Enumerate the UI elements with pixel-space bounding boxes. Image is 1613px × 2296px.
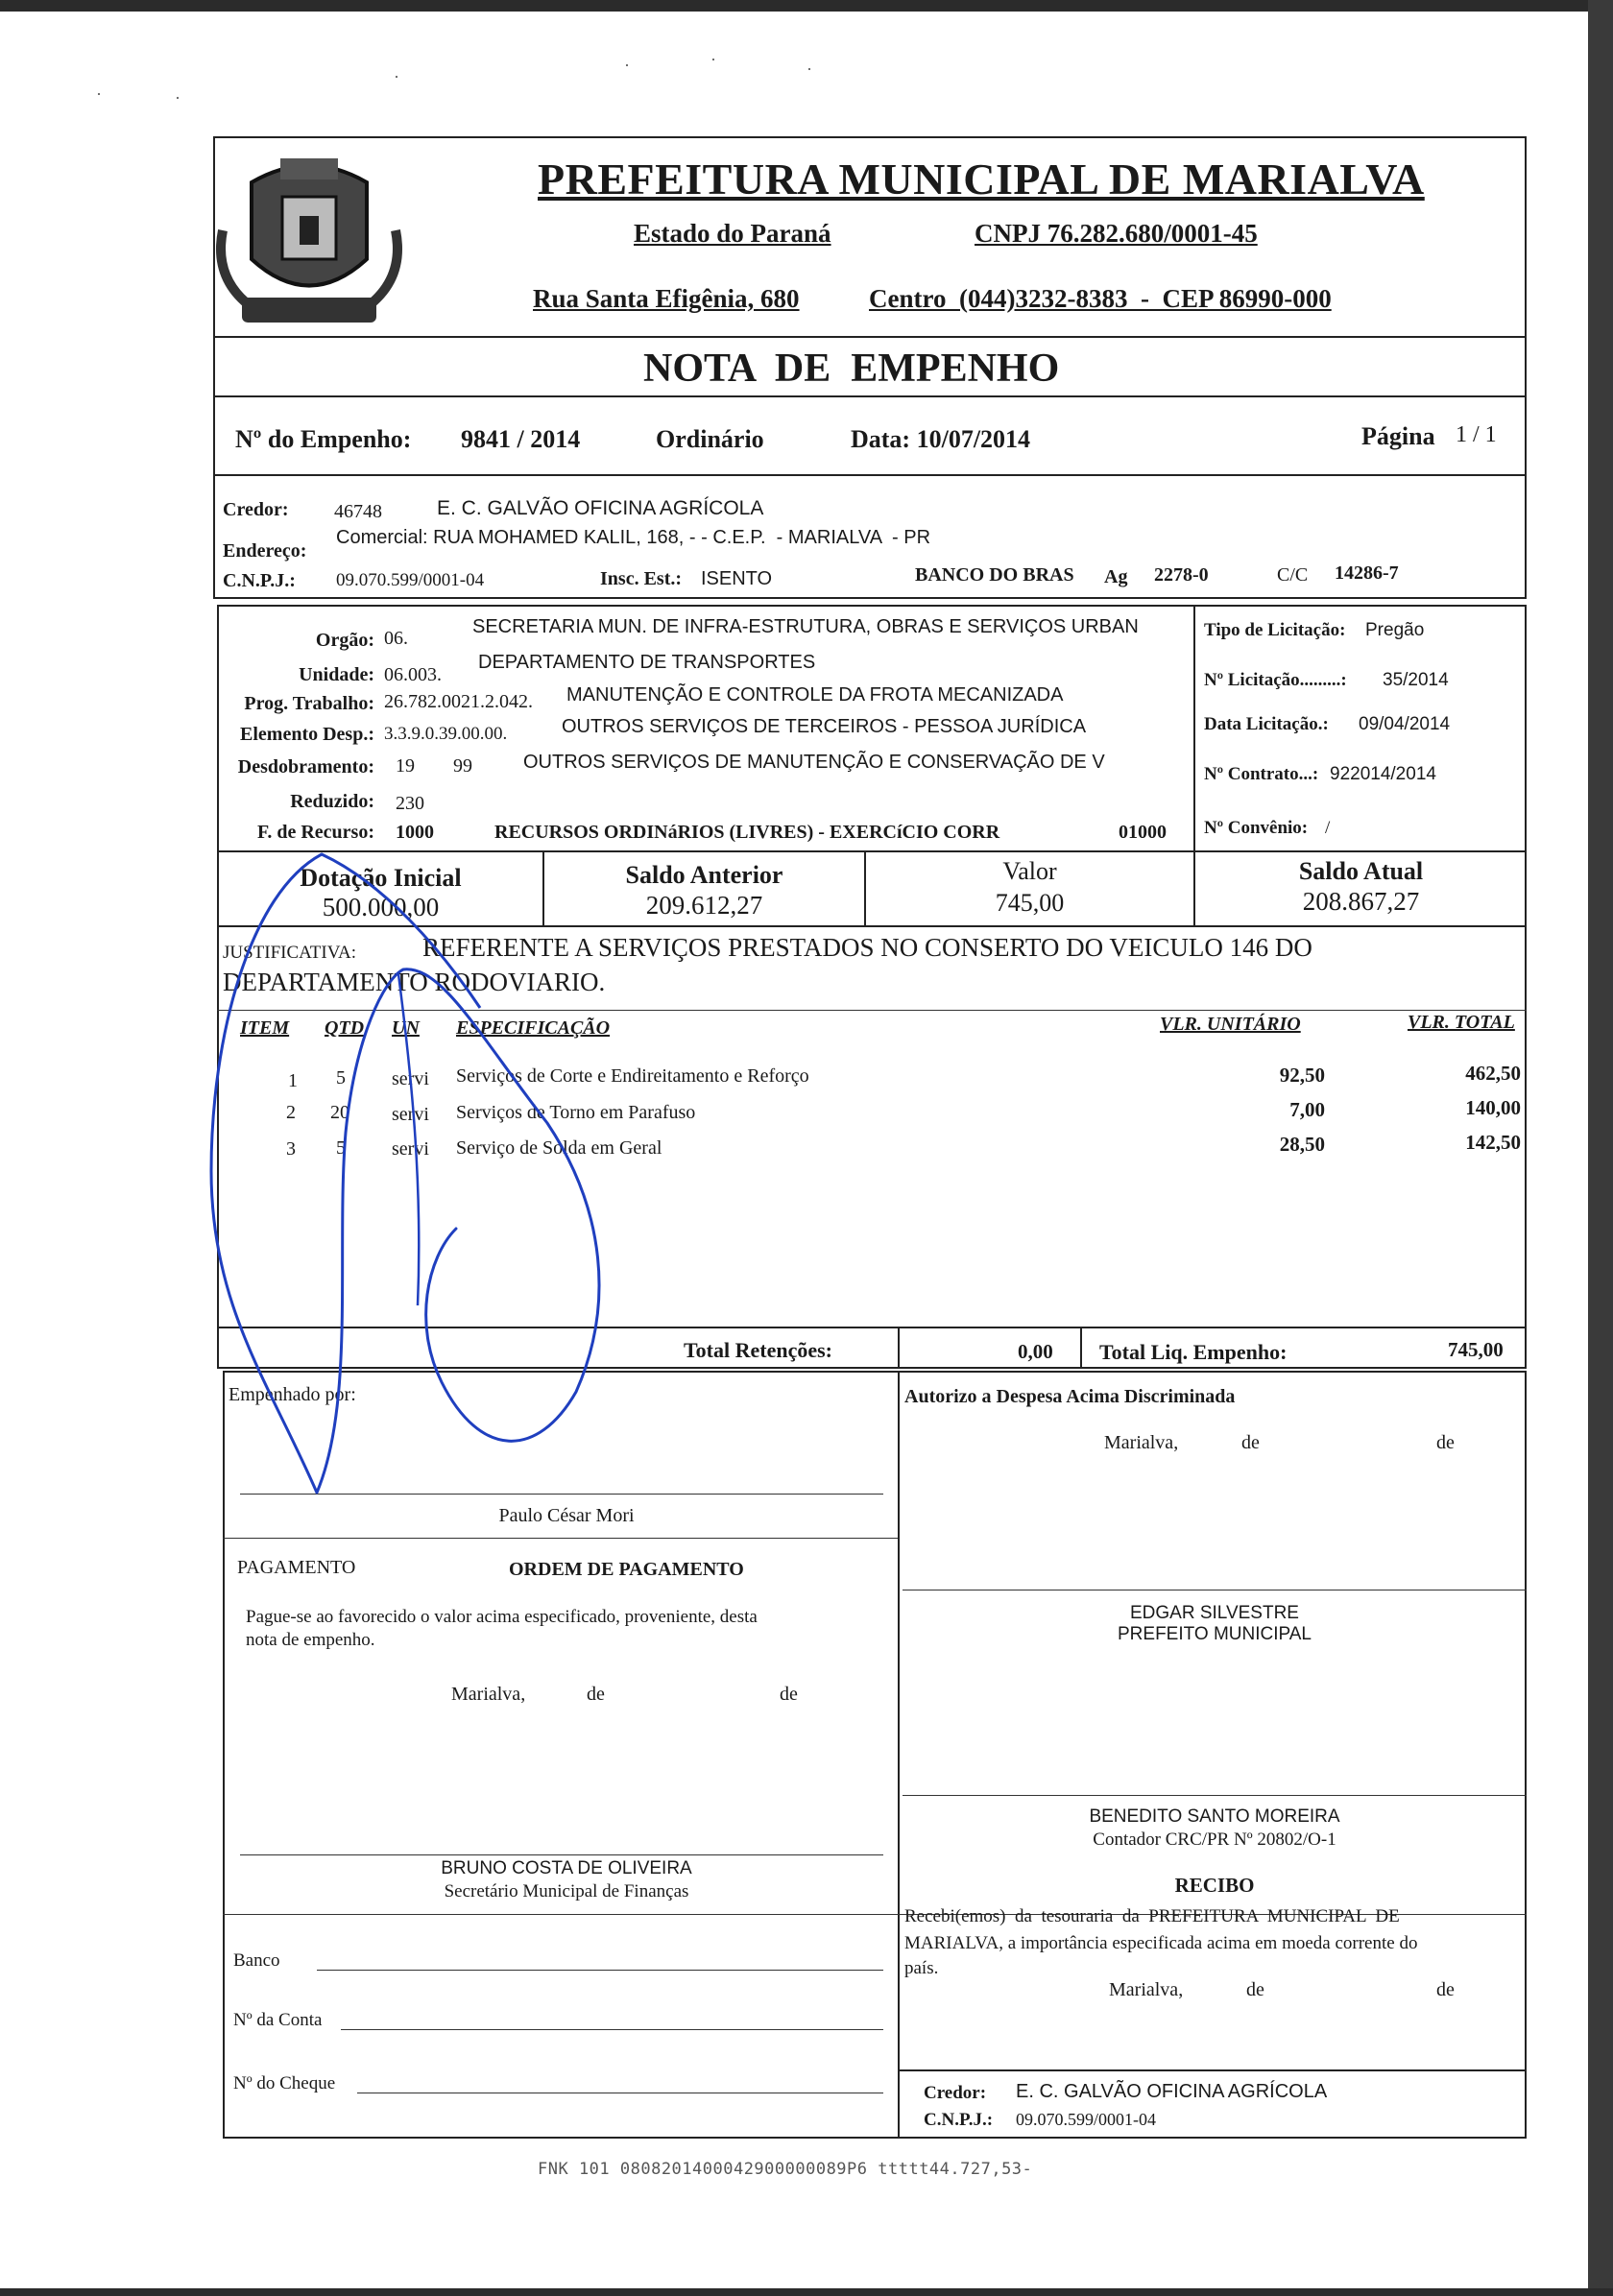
- autorizo-de-1: de: [1241, 1432, 1260, 1453]
- dotacao-inicial-label: Dotação Inicial: [300, 864, 462, 892]
- scan-speck: ·: [806, 60, 812, 79]
- contador-role: Contador CRC/PR Nº 20802/O-1: [1093, 1830, 1336, 1850]
- scan-edge-right: [1588, 0, 1613, 2296]
- num-licitacao: 35/2014: [1383, 670, 1449, 690]
- divider: [223, 1538, 898, 1539]
- scan-speck: ·: [394, 67, 399, 86]
- recibo-credor-label: Credor:: [924, 2083, 987, 2103]
- secretario-role: Secretário Municipal de Finanças: [444, 1881, 689, 1901]
- recibo-de-1: de: [1246, 1979, 1264, 2000]
- desd-code2: 99: [453, 755, 472, 777]
- item-number: 1: [288, 1070, 298, 1091]
- saldo-atual: 208.867,27: [1302, 887, 1420, 916]
- cnpj-header: CNPJ 76.282.680/0001-45: [975, 219, 1258, 248]
- pagamento-label: PAGAMENTO: [237, 1557, 356, 1578]
- cc-label: C/C: [1277, 564, 1309, 586]
- credor-cnpj: 09.070.599/0001-04: [336, 570, 485, 590]
- red-code: 230: [396, 793, 424, 814]
- contrato-label: Nº Contrato...:: [1204, 764, 1319, 784]
- col-espec: ESPECIFICAÇÃO: [456, 1017, 611, 1039]
- page-label: Página: [1361, 422, 1435, 450]
- empenho-label: Nº do Empenho:: [235, 425, 412, 453]
- empenho-date: Data: 10/07/2014: [851, 425, 1031, 453]
- endereco: Comercial: RUA MOHAMED KALIL, 168, - - C.E.P. - MARIALVA - PR: [336, 527, 931, 548]
- footer-code: FNK 101 0808201400042900000089P6 ttttt44.727,53-: [538, 2160, 1033, 2179]
- tipo-licitacao: Pregão: [1365, 620, 1425, 640]
- recibo-text-3: país.: [904, 1958, 939, 1978]
- orgao-label: Orgão:: [315, 630, 374, 651]
- item-total: 462,50: [1465, 1062, 1521, 1085]
- elem-label: Elemento Desp.:: [240, 724, 374, 745]
- col-item: ITEM: [240, 1017, 290, 1039]
- red-label: Reduzido:: [290, 791, 374, 812]
- valor: 745,00: [995, 889, 1065, 917]
- autorizo-city: Marialva,: [1104, 1432, 1179, 1453]
- item-total: 142,50: [1465, 1131, 1521, 1154]
- unidade-code: 06.003.: [384, 664, 442, 685]
- credor-name: E. C. GALVÃO OFICINA AGRÍCOLA: [437, 497, 764, 519]
- empenhado-name: Paulo César Mori: [498, 1505, 635, 1526]
- rec-label: F. de Recurso:: [256, 822, 374, 843]
- cnpj-label: C.N.P.J.:: [223, 570, 296, 591]
- total-liq: 745,00: [1448, 1338, 1504, 1361]
- prog-code: 26.782.0021.2.042.: [384, 691, 533, 712]
- recibo-cnpj-label: C.N.P.J.:: [924, 2110, 994, 2130]
- divider: [223, 1914, 898, 1915]
- item-qtd: 20: [330, 1102, 349, 1123]
- divider: [213, 336, 1527, 338]
- recibo-de-2: de: [1436, 1979, 1455, 2000]
- item-qtd: 5: [336, 1067, 346, 1088]
- col-vlr-unit: VLR. UNITÁRIO: [1160, 1014, 1301, 1035]
- autorizo-label: Autorizo a Despesa Acima Discriminada: [904, 1386, 1236, 1407]
- banco-field: [317, 1970, 883, 1971]
- orgao-code: 06.: [384, 628, 408, 649]
- saldo-anterior: 209.612,27: [645, 891, 763, 920]
- autorizo-de-2: de: [1436, 1432, 1455, 1453]
- state-label: Estado do Paraná: [634, 219, 831, 248]
- elem-code: 3.3.9.0.39.00.00.: [384, 724, 508, 744]
- credor-label: Credor:: [223, 499, 289, 520]
- cc-value: 14286-7: [1335, 562, 1399, 584]
- coat-of-arms-icon: [213, 144, 405, 346]
- unidade-desc: DEPARTAMENTO DE TRANSPORTES: [478, 652, 816, 673]
- prog-desc: MANUTENÇÃO E CONTROLE DA FROTA MECANIZADA: [566, 684, 1064, 706]
- data-licitacao-label: Data Licitação.:: [1204, 714, 1329, 734]
- item-un: servi: [392, 1068, 429, 1089]
- rec-code2: 01000: [1119, 822, 1167, 843]
- conta-field-label: Nº da Conta: [233, 2010, 323, 2030]
- valor-label: Valor: [1002, 857, 1057, 885]
- justificativa-line1: REFERENTE A SERVIÇOS PRESTADOS NO CONSERTO DO VEICULO 146 DO: [422, 933, 1312, 962]
- prefeito-role: PREFEITO MUNICIPAL: [1118, 1624, 1312, 1644]
- signature-line: [903, 1795, 1527, 1796]
- item-un: servi: [392, 1138, 429, 1160]
- banco-label: BANCO DO BRAS: [915, 564, 1074, 586]
- divider: [1193, 605, 1195, 852]
- divider: [898, 1371, 900, 2139]
- dotacao-inicial: 500.000,00: [322, 893, 440, 921]
- recibo-city: Marialva,: [1109, 1979, 1184, 2000]
- pagamento-city: Marialva,: [451, 1684, 526, 1705]
- empenho-number: 9841 / 2014: [461, 425, 581, 453]
- page-number: 1 / 1: [1456, 422, 1497, 447]
- scan-speck: ·: [175, 88, 181, 108]
- total-retencoes: 0,00: [1018, 1340, 1053, 1363]
- item-total: 140,00: [1465, 1096, 1521, 1119]
- col-vlr-total: VLR. TOTAL: [1408, 1012, 1515, 1033]
- secretario-name: BRUNO COSTA DE OLIVEIRA: [441, 1858, 692, 1878]
- saldo-atual-label: Saldo Atual: [1298, 857, 1424, 885]
- address-label: Rua Santa Efigênia, 680: [533, 284, 800, 313]
- handwritten-signature: [192, 845, 691, 1517]
- banco-field-label: Banco: [233, 1950, 280, 1971]
- pagamento-de-1: de: [587, 1684, 605, 1705]
- item-unit: 92,50: [1279, 1064, 1325, 1087]
- tipo-licitacao-label: Tipo de Licitação:: [1204, 620, 1346, 640]
- empenhado-label: Empenhado por:: [229, 1384, 356, 1405]
- saldo-anterior-label: Saldo Anterior: [625, 861, 783, 889]
- item-number: 2: [286, 1102, 296, 1123]
- num-licitacao-label: Nº Licitação.........:: [1204, 670, 1347, 690]
- scan-edge-bottom: [0, 2288, 1613, 2296]
- item-unit: 28,50: [1279, 1133, 1325, 1156]
- contador-name: BENEDITO SANTO MOREIRA: [1089, 1806, 1340, 1827]
- convenio: /: [1325, 818, 1331, 838]
- rec-code: 1000: [396, 822, 434, 843]
- data-licitacao: 09/04/2014: [1359, 714, 1451, 734]
- recibo-text-1: Recebi(emos) da tesouraria da PREFEITURA MUNICIPAL DE: [904, 1906, 1400, 1926]
- item-qtd: 5: [336, 1137, 346, 1159]
- total-retencoes-label: Total Retenções:: [684, 1338, 832, 1362]
- doc-title: NOTA DE EMPENHO: [643, 347, 1060, 391]
- insc-label: Insc. Est.:: [600, 568, 683, 589]
- scan-speck: ·: [624, 56, 630, 75]
- divider: [1080, 1327, 1082, 1369]
- prog-label: Prog. Trabalho:: [244, 693, 374, 714]
- total-liq-label: Total Liq. Empenho:: [1099, 1340, 1288, 1364]
- pague-text-1: Pague-se ao favorecido o valor acima especificado, proveniente, desta: [246, 1607, 758, 1627]
- ag-label: Ag: [1104, 566, 1128, 587]
- signature-line: [240, 1854, 883, 1855]
- convenio-label: Nº Convênio:: [1204, 818, 1309, 838]
- item-unit: 7,00: [1289, 1098, 1325, 1121]
- scan-edge-top: [0, 0, 1613, 12]
- desd-code1: 19: [396, 755, 415, 777]
- conta-field: [341, 2029, 883, 2030]
- divider: [898, 2069, 1527, 2071]
- scan-speck: ·: [710, 50, 716, 69]
- col-qtd: QTD: [325, 1017, 365, 1039]
- ag-value: 2278-0: [1154, 564, 1209, 586]
- recibo-cnpj: 09.070.599/0001-04: [1016, 2110, 1156, 2129]
- rec-desc: RECURSOS ORDINáRIOS (LIVRES) - EXERCíCIO CORR: [494, 822, 1000, 843]
- pagamento-de-2: de: [780, 1684, 798, 1705]
- item-un: servi: [392, 1104, 429, 1125]
- recibo-text-2: MARIALVA, a importância especificada acima em moeda corrente do: [904, 1933, 1418, 1953]
- empenho-type: Ordinário: [656, 425, 764, 453]
- ordem-label: ORDEM DE PAGAMENTO: [509, 1559, 744, 1580]
- cheque-field-label: Nº do Cheque: [233, 2073, 336, 2093]
- contrato: 922014/2014: [1330, 764, 1436, 784]
- prefeito-name: EDGAR SILVESTRE: [1130, 1603, 1299, 1623]
- item-espec: Serviços de Torno em Parafuso: [456, 1102, 696, 1123]
- desd-desc: OUTROS SERVIÇOS DE MANUTENÇÃO E CONSERVAÇÃO DE V: [523, 752, 1105, 773]
- justificativa-label: JUSTIFICATIVA:: [223, 943, 357, 963]
- credor-code: 46748: [334, 501, 382, 522]
- item-espec: Serviços de Corte e Endireitamento e Reforço: [456, 1065, 809, 1087]
- orgao-desc: SECRETARIA MUN. DE INFRA-ESTRUTURA, OBRAS E SERVIÇOS URBAN: [472, 616, 1139, 637]
- desd-label: Desdobramento:: [237, 756, 374, 777]
- elem-desc: OUTROS SERVIÇOS DE TERCEIROS - PESSOA JURÍDICA: [562, 716, 1087, 737]
- insc-value: ISENTO: [701, 568, 773, 589]
- item-number: 3: [286, 1138, 296, 1160]
- pague-text-2: nota de empenho.: [246, 1630, 375, 1650]
- justificativa-line2: DEPARTAMENTO RODOVIARIO.: [223, 968, 606, 996]
- divider: [898, 1327, 900, 1369]
- item-espec: Serviço de Solda em Geral: [456, 1137, 662, 1159]
- prefeitura-title: PREFEITURA MUNICIPAL DE MARIALVA: [538, 155, 1425, 203]
- endereco-label: Endereço:: [223, 540, 307, 562]
- col-un: UN: [392, 1017, 420, 1039]
- unidade-label: Unidade:: [299, 664, 374, 685]
- district-phone-cep: Centro (044)3232-8383 - CEP 86990-000: [869, 284, 1332, 313]
- scan-speck: ·: [96, 84, 102, 104]
- recibo-label: RECIBO: [1174, 1874, 1255, 1897]
- recibo-credor-name: E. C. GALVÃO OFICINA AGRÍCOLA: [1016, 2081, 1328, 2102]
